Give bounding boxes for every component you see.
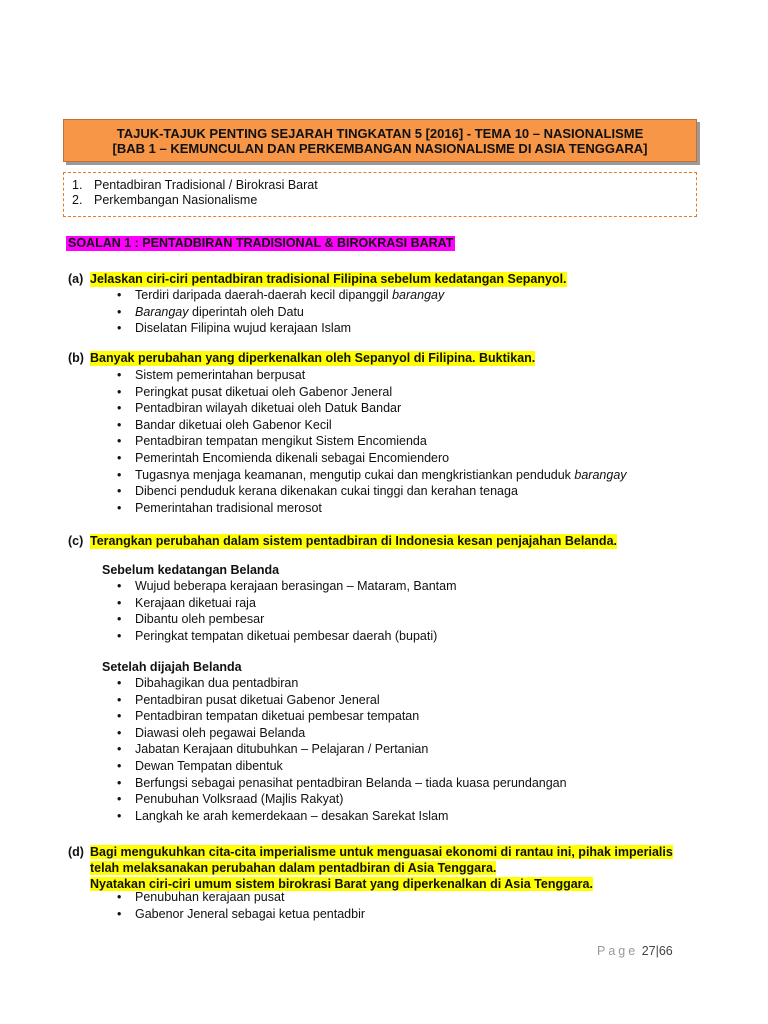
question-b [68,351,535,366]
list-item: • Kerajaan diketuai raja [117,595,457,612]
topic-number: 1. [72,178,83,192]
list-item: • Peringkat pusat diketuai oleh Gabenor Jeneral [117,384,627,401]
answer-list-b [117,367,627,516]
answer-list-c-after [117,675,567,824]
question-a [68,272,567,287]
list-item: • Pentadbiran pusat diketuai Gabenor Jeneral [117,692,567,709]
question-label: (b) [68,351,84,365]
page-label: Page [597,944,639,958]
list-item: • Dewan Tempatan dibentuk [117,758,567,775]
list-item: • Bandar diketuai oleh Gabenor Kecil [117,417,627,434]
question-d [68,844,673,892]
question-label: (c) [68,534,84,548]
list-item: • Diselatan Filipina wujud kerajaan Islam [117,320,444,337]
page-total: 66 [658,944,673,958]
question-label: (a) [68,272,84,286]
list-item: • Pemerintah Encomienda dikenali sebagai Encomiendero [117,450,627,467]
list-item: • Berfungsi sebagai penasihat pentadbiran Belanda – tiada kuasa perundangan [117,775,567,792]
page-number: 27 [641,944,656,958]
section-title: SOALAN 1 : PENTADBIRAN TRADISIONAL & BIROKRASI BARAT [68,236,454,250]
list-item: • Langkah ke arah kemerdekaan – desakan Sarekat Islam [117,808,567,825]
list-item: • Jabatan Kerajaan ditubuhkan – Pelajaran / Pertanian [117,741,567,758]
list-item: • Sistem pemerintahan berpusat [117,367,627,384]
topic-text: Perkembangan Nasionalisme [94,193,258,207]
list-item: • Diawasi oleh pegawai Belanda [117,725,567,742]
page-footer [597,944,673,958]
question-text-line: telah melaksanakan perubahan dalam pentadbiran di Asia Tenggara. [90,861,497,875]
header-line-1: TAJUK-TAJUK PENTING SEJARAH TINGKATAN 5 [2016] - TEMA 10 – NASIONALISME [116,126,644,141]
subheading-before: Sebelum kedatangan Belanda [102,563,280,577]
topic-number: 2. [72,193,83,207]
answer-list-a [117,287,444,337]
answer-list-d [117,889,365,922]
topic-text: Pentadbiran Tradisional / Birokrasi Barat [94,178,318,192]
list-item: • Peringkat tempatan diketuai pembesar daerah (bupati) [117,628,457,645]
list-item: • Dibahagikan dua pentadbiran [117,675,567,692]
list-item: • Barangay diperintah oleh Datu [117,304,444,321]
list-item: • Dibantu oleh pembesar [117,611,457,628]
list-item: • Terdiri daripada daerah-daerah kecil dipanggil barangay [117,287,444,304]
list-item: • Pentadbiran wilayah diketuai oleh Datuk Bandar [117,400,627,417]
question-text-line: Bagi mengukuhkan cita-cita imperialisme untuk menguasai ekonomi di rantau ini, pihak imperialis [90,845,673,859]
header-line-2: [BAB 1 – KEMUNCULAN DAN PERKEMBANGAN NASIONALISME DI ASIA TENGGARA] [112,141,648,156]
question-label: (d) [68,845,84,859]
question-text-line: Nyatakan ciri-ciri umum sistem birokrasi Barat yang diperkenalkan di Asia Tenggara. [90,877,593,891]
list-item: • Penubuhan kerajaan pusat [117,889,365,906]
topic-list [63,172,697,217]
list-item: • Dibenci penduduk kerana dikenakan cukai tinggi dan kerahan tenaga [117,483,627,500]
list-item: • Tugasnya menjaga keamanan, mengutip cukai dan mengkristiankan penduduk barangay [117,467,627,484]
page-separator: | [655,944,659,958]
question-text: Terangkan perubahan dalam sistem pentadbiran di Indonesia kesan penjajahan Belanda. [90,534,617,548]
subheading-after: Setelah dijajah Belanda [102,660,242,674]
header-banner [63,119,697,162]
answer-list-c-before [117,578,457,644]
list-item: • Pentadbiran tempatan diketuai pembesar tempatan [117,708,567,725]
topic-item [72,193,696,208]
list-item: • Penubuhan Volksraad (Majlis Rakyat) [117,791,567,808]
question-text: Banyak perubahan yang diperkenalkan oleh Sepanyol di Filipina. Buktikan. [90,351,536,365]
topic-item [72,178,696,193]
list-item: • Wujud beberapa kerajaan berasingan – Mataram, Bantam [117,578,457,595]
list-item: • Pentadbiran tempatan mengikut Sistem Encomienda [117,433,627,450]
list-item: • Pemerintahan tradisional merosot [117,500,627,517]
list-item: • Gabenor Jeneral sebagai ketua pentadbir [117,906,365,923]
question-text: Jelaskan ciri-ciri pentadbiran tradisional Filipina sebelum kedatangan Sepanyol. [90,272,567,286]
question-c [68,534,617,549]
